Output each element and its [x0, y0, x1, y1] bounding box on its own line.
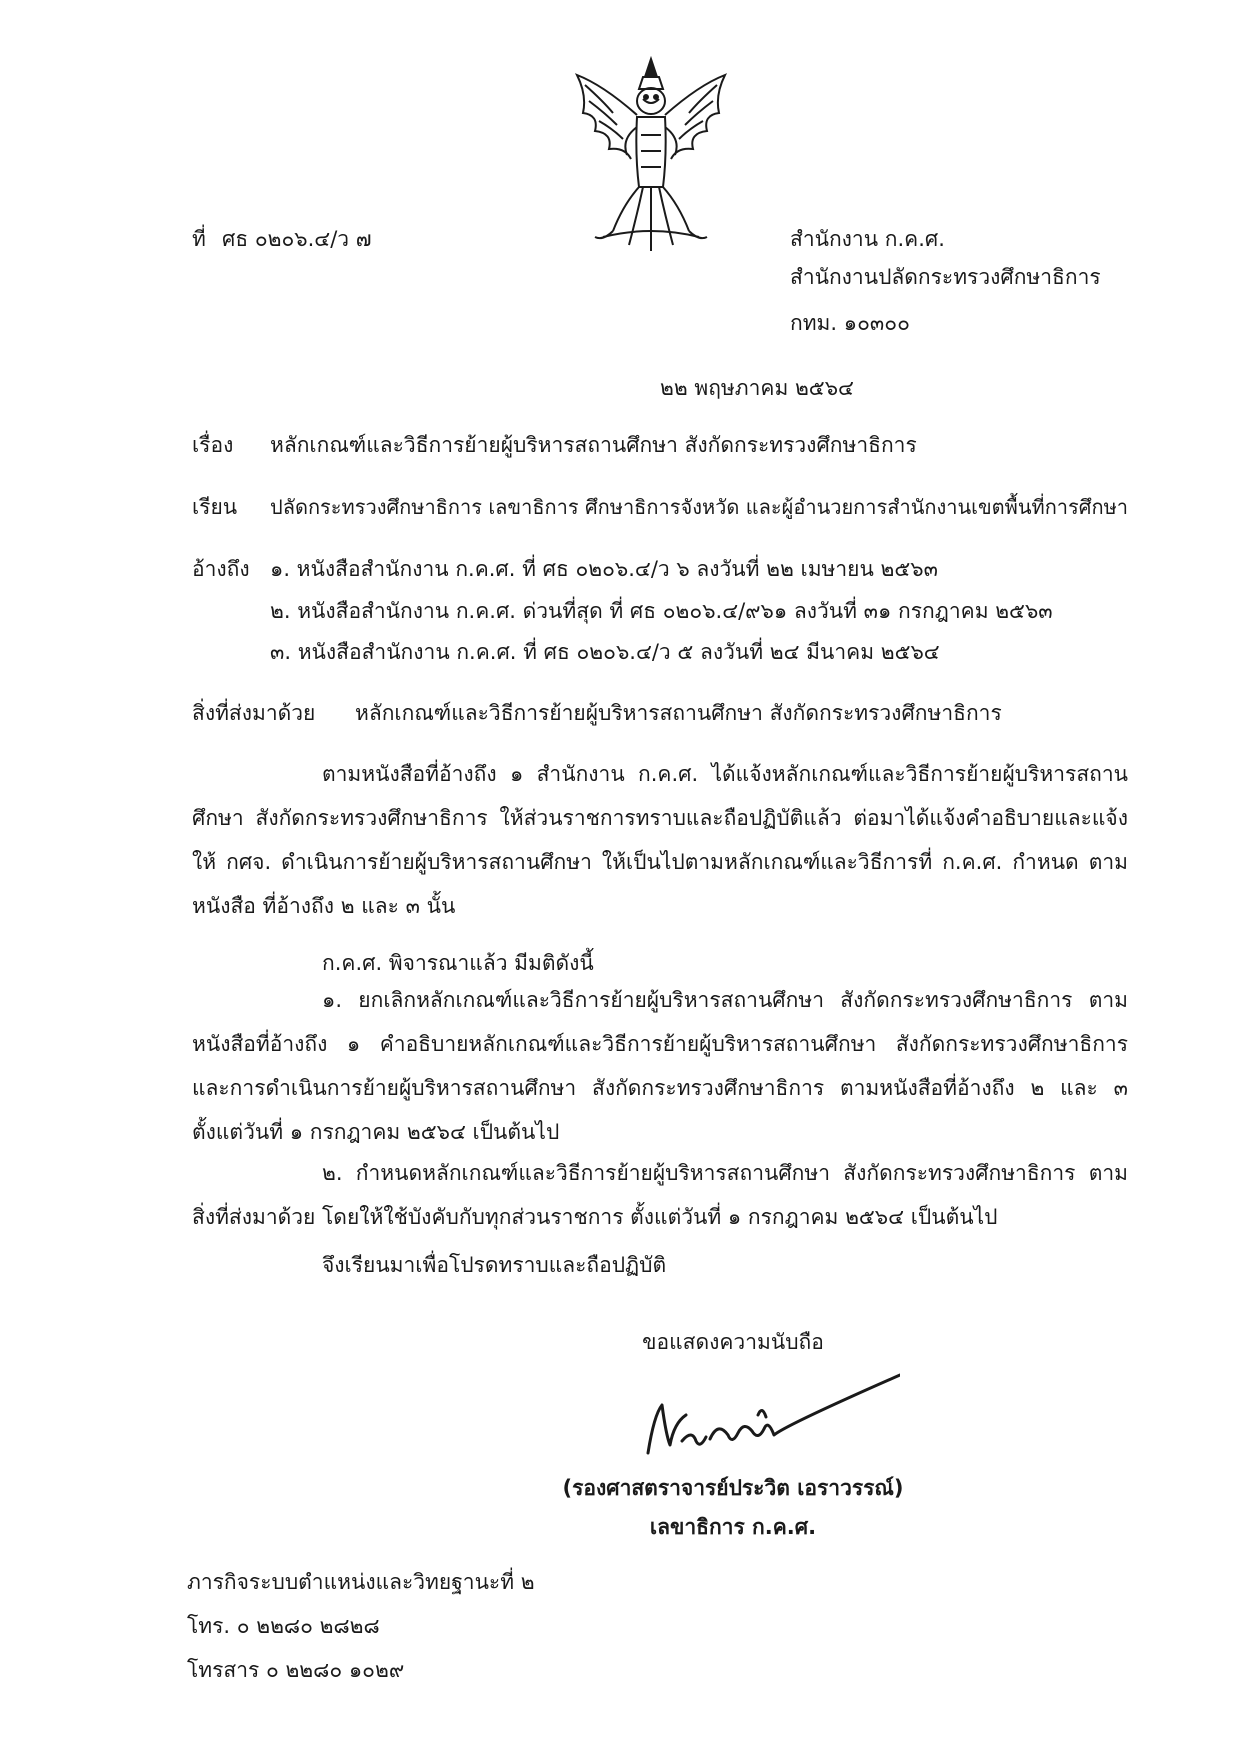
- office-line-1: สำนักงาน ก.ค.ศ.: [790, 227, 945, 251]
- recipient-text: ปลัดกระทรวงศึกษาธิการ เลขาธิการ ศึกษาธิการจังหวัด และผู้อำนวยการสำนักงานเขตพื้นที่การศึกษา: [270, 495, 1128, 519]
- reference-number: ศธ ๐๒๐๖.๔/ว ๗: [222, 227, 372, 251]
- resolution-item-2: ๒. กำหนดหลักเกณฑ์และวิธีการย้ายผู้บริหารสถานศึกษา สังกัดกระทรวงศึกษาธิการ ตามสิ่งที่ส่งมาด้วย โดยให้ใช้บังคับกับทุกส่วนราชการ ตั้งแต่วันที่ ๑ กรกฎาคม ๒๕๖๔ เป็นต้นไป: [192, 1161, 1128, 1229]
- signatory-name: (รองศาสตราจารย์ประวิต เอราวรรณ์): [562, 1476, 904, 1500]
- enclosure-text: หลักเกณฑ์และวิธีการย้ายผู้บริหารสถานศึกษา สังกัดกระทรวงศึกษาธิการ: [355, 701, 1002, 725]
- signatory-position: เลขาธิการ ก.ค.ศ.: [649, 1515, 817, 1539]
- reference-item-3: ๓. หนังสือสำนักงาน ก.ค.ศ. ที่ ศธ ๐๒๐๖.๔/ว ๕ ลงวันที่ ๒๔ มีนาคม ๒๕๖๔: [270, 640, 940, 664]
- reference-item-2: ๒. หนังสือสำนักงาน ก.ค.ศ. ด่วนที่สุด ที่ ศธ ๐๒๐๖.๔/๙๖๑ ลงวันที่ ๓๑ กรกฎาคม ๒๕๖๓: [270, 599, 1053, 623]
- footer-department: ภารกิจระบบตำแหน่งและวิทยฐานะที่ ๒: [187, 1570, 535, 1594]
- reference-label: ที่: [192, 227, 206, 251]
- footer-fax: โทรสาร ๐ ๒๒๘๐ ๑๐๒๙: [187, 1658, 405, 1682]
- enclosure-label: สิ่งที่ส่งมาด้วย: [192, 701, 316, 725]
- document-date: ๒๒ พฤษภาคม ๒๕๖๔: [660, 376, 854, 400]
- resolution-item-1: ๑. ยกเลิกหลักเกณฑ์และวิธีการย้ายผู้บริหารสถานศึกษา สังกัดกระทรวงศึกษาธิการ ตามหนังสือที่อ้างถึง ๑ คำอธิบายหลักเกณฑ์และวิธีการย้ายผู้บริหารสถานศึกษา สังกัดกระทรวงศึกษาธิการ และการดำเนินการย้ายผู้บริหารสถานศึกษา สังกัดกระทรวงศึกษาธิการ ตามหนังสือที่อ้างถึง ๒ และ ๓ ตั้งแต่วันที่ ๑ กรกฎาคม ๒๕๖๔ เป็นต้นไป: [192, 988, 1128, 1144]
- recipient-label: เรียน: [192, 495, 238, 519]
- closing-sentence: จึงเรียนมาเพื่อโปรดทราบและถือปฏิบัติ: [322, 1253, 667, 1277]
- handwritten-signature: [640, 1345, 900, 1475]
- resolution-intro: ก.ค.ศ. พิจารณาแล้ว มีมติดังนี้: [322, 951, 594, 975]
- body-paragraph-1: ตามหนังสือที่อ้างถึง ๑ สำนักงาน ก.ค.ศ. ได้แจ้งหลักเกณฑ์และวิธีการย้ายผู้บริหารสถานศึกษา สังกัดกระทรวงศึกษาธิการ ให้ส่วนราชการทราบและถือปฏิบัติแล้ว ต่อมาได้แจ้งคำอธิบายและแจ้งให้ กศจ. ดำเนินการย้ายผู้บริหารสถานศึกษา ให้เป็นไปตามหลักเกณฑ์และวิธีการที่ ก.ค.ศ. กำหนด ตามหนังสือ ที่อ้างถึง ๒ และ ๓ นั้น: [192, 762, 1128, 918]
- garuda-emblem-icon: [573, 55, 729, 255]
- salutation: ขอแสดงความนับถือ: [642, 1330, 824, 1354]
- subject-label: เรื่อง: [192, 433, 234, 457]
- footer-phone: โทร. ๐ ๒๒๘๐ ๒๘๒๘: [187, 1614, 380, 1638]
- reference-item-1: ๑. หนังสือสำนักงาน ก.ค.ศ. ที่ ศธ ๐๒๐๖.๔/ว ๖ ลงวันที่ ๒๒ เมษายน ๒๕๖๓: [270, 557, 938, 581]
- office-line-2: สำนักงานปลัดกระทรวงศึกษาธิการ: [790, 265, 1101, 289]
- references-label: อ้างถึง: [192, 557, 250, 581]
- subject-text: หลักเกณฑ์และวิธีการย้ายผู้บริหารสถานศึกษา สังกัดกระทรวงศึกษาธิการ: [270, 433, 917, 457]
- office-line-3: กทม. ๑๐๓๐๐: [790, 311, 910, 335]
